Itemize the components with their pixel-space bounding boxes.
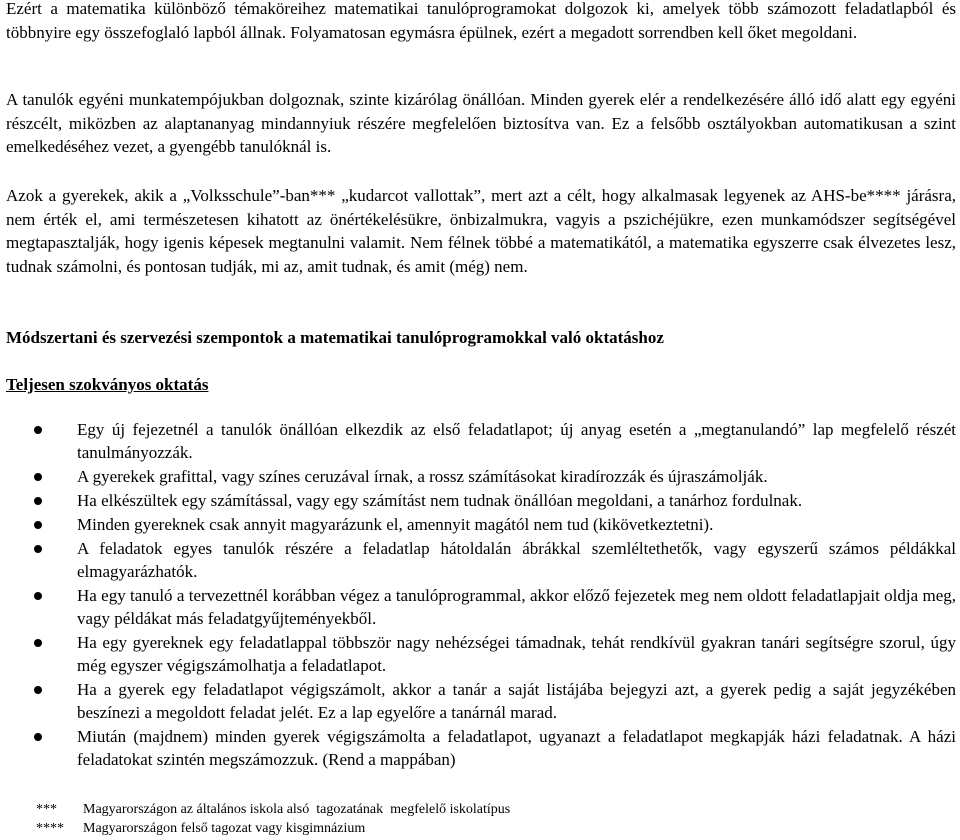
footnote [36,819,956,838]
list-item [6,537,956,583]
procedure-bullet-list [6,418,956,771]
list-item-text: A gyerekek grafittal, vagy színes ceruzával írnak, a rossz számításokat kiradírozzák és újraszámolják. [77,467,768,486]
list-item-text: Egy új fejezetnél a tanulók önállóan elkezdik az első feladatlapot; új anyag esetén a „megtanulandó” lap megfelelő részét tanulmányozzák. [77,420,956,462]
list-item-text: A feladatok egyes tanulók részére a feladatlap hátoldalán ábrákkal szemléltethetők, vagy egyszerű számos példákkal elmagyarázhatók. [77,539,956,581]
bullet-icon [34,592,42,600]
list-item [6,584,956,630]
list-item [6,725,956,771]
footnotes [36,800,956,838]
bullet-icon [34,521,42,529]
section-heading-method: Módszertani és szervezési szempontok a matematikai tanulóprogramokkal való oktatáshoz [6,328,664,347]
footnote-text: Magyarországon az általános iskola alsó tagozatának megfelelő iskolatípus [83,802,511,817]
list-item [6,513,956,536]
work-pace-paragraph: A tanulók egyéni munkatempójukban dolgoznak, szinte kizárólag önállóan. Minden gyerek elér a rendelkezésére álló idő alatt egy egyéni részcélt, miközben az alaptananyag mindannyiuk részére megfelelően biztosítva van. Ez a felsőbb osztályokban automatikusan a szint emelkedéséhez vezet, a gyengébb tanulóknál is. [6,90,956,156]
footnote-mark: *** [36,802,57,817]
intro-paragraph: Ezért a matematika különböző témaköreihez matematikai tanulóprogramokat dolgozok ki, amelyek több számozott feladatlapból és többnyire egy összefoglaló lapból állnak. Folyamatosan egymásra épülnek, ezért a megadott sorrendben kell őket megoldani. [6,0,956,42]
subsection-heading-standard: Teljesen szokványos oktatás [6,375,209,394]
footnote-mark: **** [36,821,64,836]
list-item-text: Ha egy tanuló a tervezettnél korábban végez a tanulóprogrammal, akkor előző fejezetek meg nem oldott feladatlapjait oldja meg, vagy példákat más feladatgyűjteményekből. [77,586,956,628]
list-item [6,465,956,488]
bullet-icon [34,686,42,694]
bullet-icon [34,473,42,481]
list-item [6,631,956,677]
list-item-text: Minden gyereknek csak annyit magyarázunk el, amennyit magától nem tud (kikövetkeztetni). [77,515,714,534]
footnote [36,800,956,819]
bullet-icon [34,426,42,434]
bullet-icon [34,733,42,741]
bullet-icon [34,545,42,553]
bullet-icon [34,497,42,505]
list-item-text: Ha egy gyereknek egy feladatlappal többször nagy nehézségei támadnak, tehát rendkívül gyakran tanári segítségre szorul, úgy még egyszer végigszámolhatja a feladatlapot. [77,633,956,675]
failed-students-paragraph: Azok a gyerekek, akik a „Volksschule”-ban*** „kudarcot vallottak”, mert azt a célt, hogy alkalmasak legyenek az AHS-be**** járásra, nem érték el, ami természetesen kihatott az önértékelésükre, önbizalmukra, vagyis a pszichéjükre, ezen munkamódszer segítségével megtapasztalják, hogy igenis képesek megtanulni valamit. Nem félnek többé a matematikától, a matematika egyszerre csak élvezetes lesz, tudnak számolni, és pontosan tudják, mi az, amit tudnak, és amit (még) nem. [6,186,956,276]
list-item-text: Ha a gyerek egy feladatlapot végigszámolt, akkor a tanár a saját listájába bejegyzi azt, a gyerek pedig a saját jegyzékében beszínezi a megoldott feladat jelét. Ez a lap egyelőre a tanárnál marad. [77,680,956,722]
list-item-text: Ha elkészültek egy számítással, vagy egy számítást nem tudnak önállóan megoldani, a tanárhoz fordulnak. [77,491,803,510]
list-item [6,678,956,724]
list-item-text: Miután (majdnem) minden gyerek végigszámolta a feladatlapot, ugyanazt a feladatlapot megkapják házi feladatnak. A házi feladatokat szintén megszámozzuk. (Rend a mappában) [77,727,956,769]
list-item [6,418,956,464]
list-item [6,489,956,512]
footnote-text: Magyarországon felső tagozat vagy kisgimnázium [83,821,366,836]
bullet-icon [34,639,42,647]
